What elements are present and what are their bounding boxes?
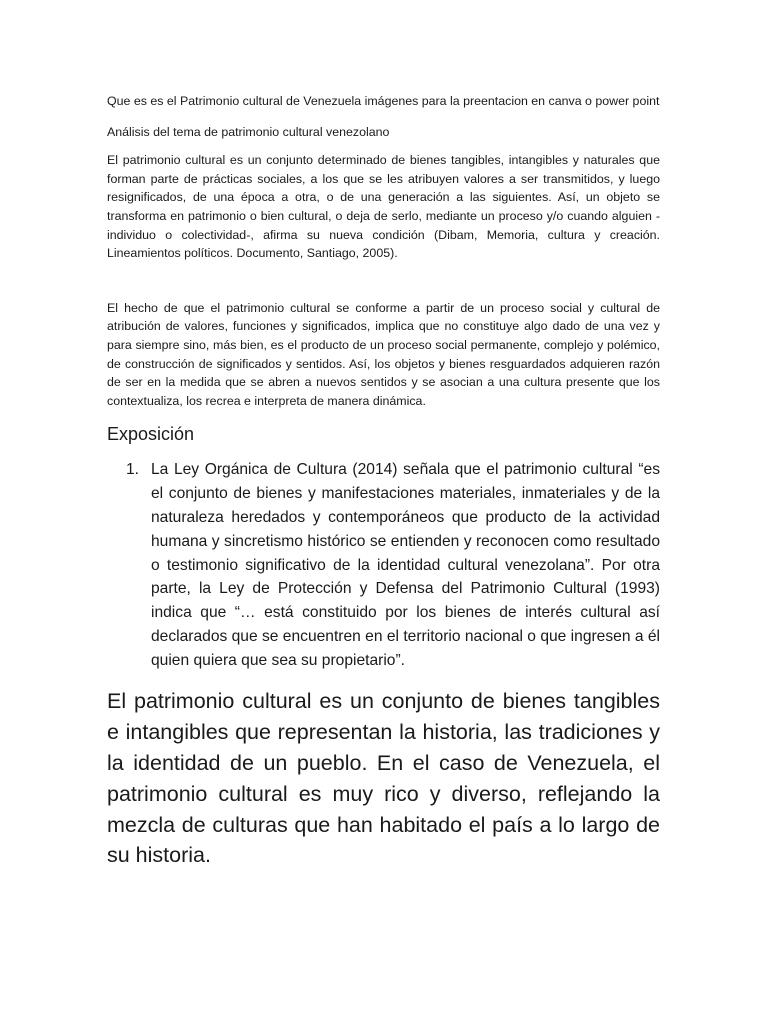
document-page	[107, 92, 660, 871]
list-item-number: 1.	[126, 461, 140, 479]
list-item-text: La Ley Orgánica de Cultura (2014) señala que el patrimonio cultural “es el conjunto de bienes y manifestaciones materiales, inmateriales y de la naturaleza heredados y contemporáneos que producto de la actividad humana y sincretismo histórico se entienden y reconocen como resultado o testimonio significativo de la identidad cultural venezolana”. Por otra parte, la Ley de Protección y Defensa del Patrimonio Cultural (1993) indica que “… está constituido por los bienes de interés cultural así declarados que se encuentren en el territorio nacional o que ingresen a él quien quiera que sea su propietario”.	[151, 461, 660, 669]
list-item	[107, 458, 660, 672]
closing-paragraph: El patrimonio cultural es un conjunto de bienes tangibles e intangibles que representan la historia, las tradiciones y la identidad de un pueblo. En el caso de Venezuela, el patrimonio cultural es muy rico y diverso, reflejando la mezcla de culturas que han habitado el país a lo largo de su historia.	[107, 689, 660, 868]
paragraph-definition: El patrimonio cultural es un conjunto determinado de bienes tangibles, intangibles y naturales que forman parte de prácticas sociales, a los que se les atribuyen valores a ser transmitidos, y luego resignificados, de una época a otra, o de una generación a las siguientes. Así, un objeto se transforma en patrimonio o bien cultural, o deja de serlo, mediante un proceso y/o cuando alguien -individuo o colectividad-, afirma su nueva condición (Dibam, Memoria, cultura y creación. Lineamientos políticos. Documento, Santiago, 2005).	[107, 153, 660, 261]
document-subtitle: Análisis del tema de patrimonio cultural venezolano	[107, 124, 390, 139]
paragraph-process: El hecho de que el patrimonio cultural se conforme a partir de un proceso social y cultural de atribución de valores, funciones y significados, implica que no constituye algo dado de una vez y para siempre sino, más bien, es el producto de un proceso social permanente, complejo y polémico, de construcción de significados y sentidos. Así, los objetos y bienes resguardados adquieren razón de ser en la medida que se abren a nuevos sentidos y se asocian a una cultura presente que los contextualiza, los recrea e interpreta de manera dinámica.	[107, 300, 660, 408]
numbered-list	[107, 458, 660, 672]
section-heading-exposicion: Exposición	[107, 424, 195, 445]
document-title: Que es es el Patrimonio cultural de Venezuela imágenes para la preentacion en canva o power point	[107, 94, 660, 108]
